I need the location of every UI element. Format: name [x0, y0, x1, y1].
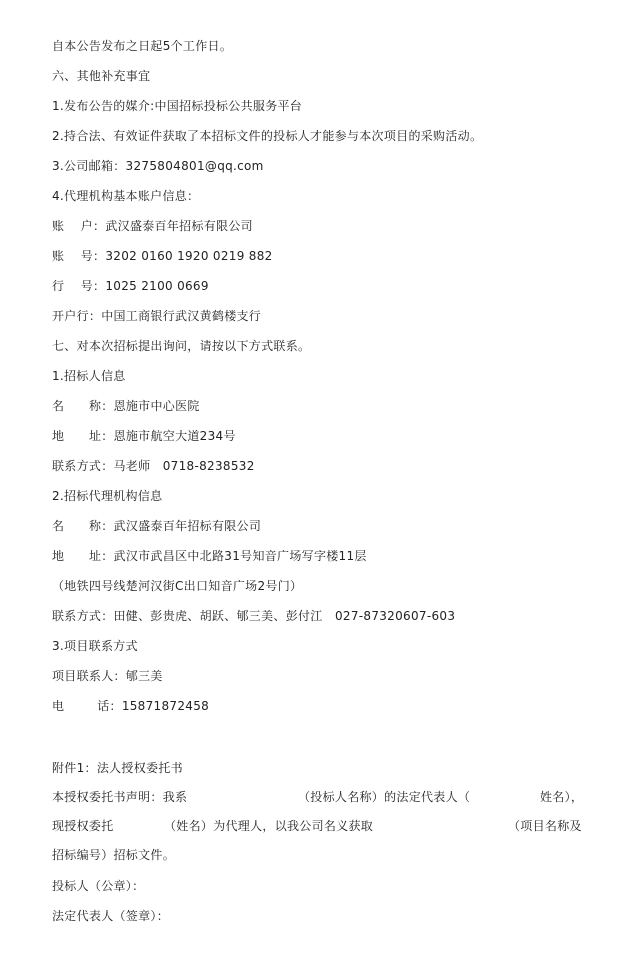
text-fragment: 本授权委托书声明：我系 [52, 790, 188, 804]
text-line: 1.招标人信息 [52, 369, 126, 383]
attachment-title: 附件1：法人授权委托书 [52, 761, 183, 775]
text-line: 招标编号）招标文件。 [52, 848, 176, 862]
text-line: 联系方式：田健、彭贵虎、胡跃、郇三美、彭付江 027-87320607-603 [52, 609, 456, 623]
text-line: 地 址：武汉市武昌区中北路31号知音广场写字楼11层 [52, 549, 367, 563]
text-fragment: （姓名）为代理人，以我公司名义获取 [164, 819, 374, 833]
text-line: 项目联系人：郇三美 [52, 669, 163, 683]
text-line: 3.项目联系方式 [52, 639, 138, 653]
section-heading: 六、其他补充事宜 [52, 69, 151, 83]
account-name: 账 户：武汉盛泰百年招标有限公司 [52, 219, 253, 233]
text-fragment: （投标人名称）的法定代表人（ [298, 790, 471, 804]
bank-number: 行 号：1025 2100 0669 [52, 279, 209, 293]
text-line: 名 称：武汉盛泰百年招标有限公司 [52, 519, 262, 533]
text-fragment: （项目名称及 [508, 819, 582, 833]
text-line: 名 称：恩施市中心医院 [52, 399, 200, 413]
text-line: 2.招标代理机构信息 [52, 489, 163, 503]
email-line: 3.公司邮箱：3275804801@qq.com [52, 159, 264, 173]
text-line: 2.持合法、有效证件获取了本招标文件的投标人才能参与本次项目的采购活动。 [52, 129, 483, 143]
bank-branch: 开户行：中国工商银行武汉黄鹤楼支行 [52, 309, 262, 323]
text-line: 4.代理机构基本账户信息： [52, 189, 200, 203]
text-line: 地 址：恩施市航空大道234号 [52, 429, 236, 443]
text-line: 联系方式：马老师 0718-8238532 [52, 459, 255, 473]
text-line: （地铁四号线楚河汉街C出口知音广场2号门） [52, 579, 303, 593]
account-number: 账 号：3202 0160 1920 0219 882 [52, 249, 273, 263]
text-fragment: 现授权委托 [52, 819, 114, 833]
rep-signature-line: 法定代表人（签章）： [52, 909, 170, 923]
text-line: 1.发布公告的媒介:中国招标投标公共服务平台 [52, 99, 303, 113]
bidder-seal-line: 投标人（公章）： [52, 879, 145, 893]
text-line: 电 话：15871872458 [52, 699, 210, 713]
text-fragment: 姓名）， [540, 790, 584, 804]
text-line: 自本公告发布之日起5个工作日。 [52, 39, 233, 53]
section-heading: 七、对本次招标提出询问，请按以下方式联系。 [52, 339, 311, 353]
